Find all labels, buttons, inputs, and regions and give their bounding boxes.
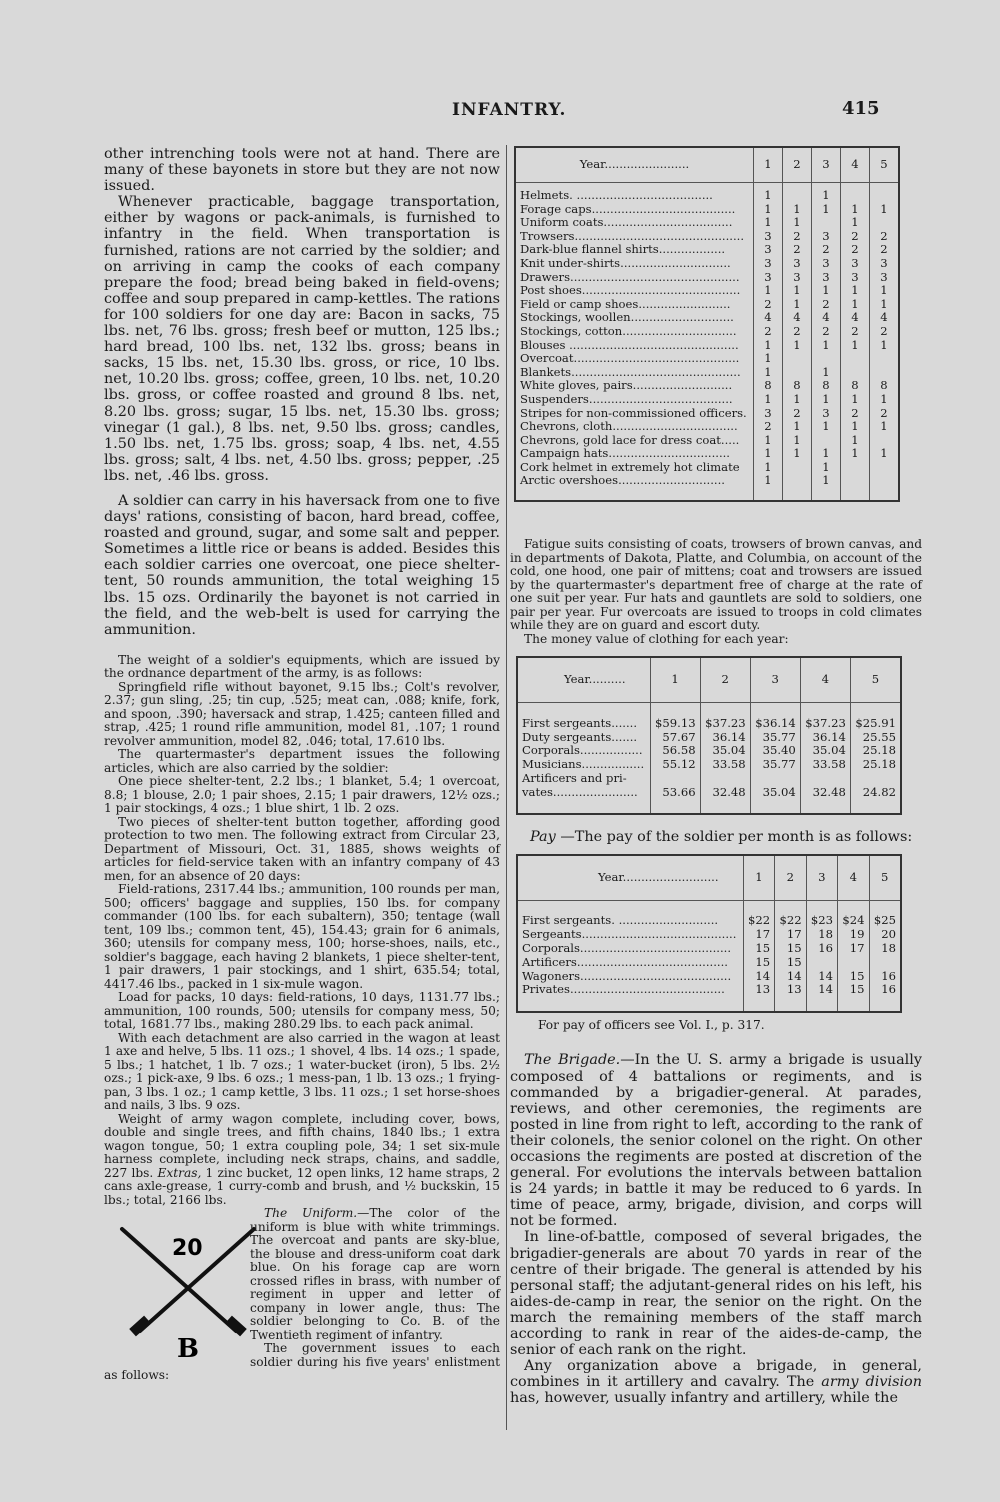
issue-cell: 1 [870,339,900,353]
issue-cell [870,434,900,448]
money-table-header: Year.......... [517,657,650,703]
money-cell: 32.48 [800,786,850,800]
pay-row [517,914,901,928]
issue-row [515,379,899,393]
pay-cell: 17 [838,942,869,956]
paragraph-pay: Pay —The pay of the soldier per month is as follows: [530,829,913,846]
issue-cell: 8 [841,379,870,393]
pay-cell: 18 [806,928,837,942]
pay-cell: 16 [806,942,837,956]
issue-cell: 1 [754,216,783,230]
issue-cell: 1 [754,434,783,448]
pay-cell: 20 [869,928,901,942]
issue-label: White gloves, pairs........................... [515,379,754,393]
issue-cell: 3 [812,257,841,271]
pay-cell: $25 [869,914,901,928]
money-row [517,786,901,800]
issue-cell: 8 [754,379,783,393]
issue-cell: 1 [754,189,783,203]
money-row [517,758,901,772]
pay-cell: 17 [743,928,774,942]
issue-label: Arctic overshoes............................. [515,474,754,488]
issue-label: Post shoes........................................... [515,284,754,298]
pay-cell: 15 [743,956,774,970]
paragraph-shelter-tent: One piece shelter-tent, 2.2 lbs.; 1 blanket, 5.4; 1 overcoat, 8.8; 1 blouse, 2.0; 1 pair shoes, 2.15; 1 pair drawers, 12½ ozs.; 1 pair stockings, 4 ozs.; 1 blue shirt, 1 lb. 2 ozs. [104,774,500,816]
issue-cell: 3 [754,271,783,285]
right-column [510,146,922,1406]
money-cell: $37.23 [700,717,750,731]
issue-row [515,407,899,421]
issue-cell: 2 [783,243,812,257]
issue-label: Forage caps....................................... [515,203,754,217]
issue-cell: 1 [841,393,870,407]
issue-row [515,393,899,407]
issue-row [515,216,899,230]
issue-label: Campaign hats................................. [515,447,754,461]
issue-cell [812,352,841,366]
issue-label: Chevrons, gold lace for dress coat..... [515,434,754,448]
issue-cell: 3 [783,257,812,271]
issue-row [515,284,899,298]
paragraph-money-intro: The money value of clothing for each year: [524,631,789,646]
issue-cell: 8 [812,379,841,393]
issue-cell: 2 [783,407,812,421]
money-row [517,731,901,745]
issue-cell: 3 [754,243,783,257]
pay-cell: 19 [838,928,869,942]
paragraph-rifle: Springfield rifle without bayonet, 9.15 lbs.; Colt's revolver, 2.37; gun sling, .25; tin cup, .525; meat can, .088; knife, fork, and spoon, .390; haversack and strap, 1.425; canteen filled and strap, .425; 1 round rifle ammunition, model 81, .107; 1 round revolver ammunition, model 82, .046; total, 17.610 lbs. [104,679,500,748]
issue-label: Knit under-shirts.............................. [515,257,754,271]
money-label: Musicians................. [517,758,650,772]
issue-cell: 2 [841,230,870,244]
issue-cell: 4 [870,311,900,325]
issue-cell: 1 [812,366,841,380]
issue-cell: 3 [754,407,783,421]
issue-label: Stockings, cotton............................... [515,325,754,339]
money-cell: 32.48 [700,786,750,800]
issue-label: Drawers.............................................. [515,271,754,285]
issue-cell: 1 [841,339,870,353]
issue-cell: 2 [841,243,870,257]
issue-cell: 1 [812,284,841,298]
issue-cell: 2 [870,325,900,339]
issue-cell [841,366,870,380]
issue-cell: 1 [812,339,841,353]
money-cell: $25.91 [850,717,901,731]
issue-row [515,271,899,285]
money-cell [650,772,700,786]
issue-row [515,366,899,380]
issue-cell: 1 [870,284,900,298]
issue-cell: 1 [812,474,841,488]
issue-label: Cork helmet in extremely hot climate [515,461,754,475]
issue-label: Uniform coats................................... [515,216,754,230]
pay-label: First sergeants. ........................... [517,914,743,928]
issue-row [515,474,899,488]
money-cell: 35.04 [750,786,800,800]
issue-cell: 1 [841,434,870,448]
issue-cell: 8 [870,379,900,393]
paragraph-brigade: The Brigade.—In the U. S. army a brigade is usually composed of 4 battalions or regiments, and is commanded by a brigadier-general. At parades, reviews, and other ceremonies, the regiments are posted in line from right to left, according to the rank of their colonels, the senior colonel on the right. On other occasions the regiments are posted at discretion of the general. For evolutions the intervals between battalion is 24 yards; in battle it may be reduced to 6 yards. In time of peace, army, brigade, division, and corps will not be formed. [510,1052,922,1230]
pay-cell: 14 [743,970,774,984]
issue-cell: 1 [841,420,870,434]
issue-cell: 1 [783,203,812,217]
issue-cell: 3 [812,407,841,421]
running-head: INFANTRY. [452,100,567,120]
issue-row [515,325,899,339]
money-label: Corporals................. [517,744,650,758]
money-cell: 56.58 [650,744,700,758]
issue-cell: 1 [812,203,841,217]
issue-cell: 3 [841,257,870,271]
money-cell: 35.77 [750,758,800,772]
money-cell: 57.67 [650,731,700,745]
paragraph-circular: Two pieces of shelter-tent button together, affording good protection to two men. The following extract from Circular 23, Department of Missouri, Oct. 31, 1885, shows weights of articles for field-service taken with an infantry company of 43 men, for an absence of 20 days: [104,814,500,883]
pay-cell: 13 [775,983,806,997]
pay-cell [869,956,901,970]
issue-cell [783,461,812,475]
issue-label: Dark-blue flannel shirts.................. [515,243,754,257]
issue-cell [870,366,900,380]
issue-row [515,298,899,312]
issue-row [515,311,899,325]
issue-cell: 3 [754,230,783,244]
issue-cell: 1 [754,447,783,461]
issue-cell: 2 [841,407,870,421]
pay-label: Corporals......................................... [517,942,743,956]
issue-cell: 1 [870,393,900,407]
issue-cell: 2 [870,407,900,421]
money-cell: 25.18 [850,744,901,758]
pay-cell: 16 [869,970,901,984]
money-label: Duty sergeants....... [517,731,650,745]
money-cell: 33.58 [800,758,850,772]
issue-cell: 1 [754,393,783,407]
issue-cell: 2 [812,325,841,339]
issue-cell: 3 [812,230,841,244]
issue-cell [870,461,900,475]
issue-cell: 1 [754,461,783,475]
money-cell: 35.40 [750,744,800,758]
issue-cell [870,474,900,488]
issue-row [515,339,899,353]
pay-cell: 17 [775,928,806,942]
paragraph-uniform: 20 B The Uniform.—The color of the uniform is blue with white trimmings. The overcoat and pants are sky-blue, the blouse and dress-uniform coat dark blue. On his forage cap are worn crossed rifles in brass, with number of regiment in upper and letter of company in lower angle, thus: The soldier belonging to Co. B. of the Twentieth regiment of infantry. [104,1207,500,1342]
issue-cell: 1 [754,352,783,366]
issue-cell: 2 [783,230,812,244]
column-divider [506,145,507,1430]
issue-cell: 1 [783,298,812,312]
issue-cell: 1 [870,447,900,461]
issue-cell: 4 [812,311,841,325]
issue-label: Helmets. ..................................... [515,189,754,203]
paragraph-wagon: Weight of army wagon complete, including cover, bows, double and single trees, and fifth chains, 1840 lbs.; 1 extra wagon tongue, 50; 1 extra coupling pole, 34; 1 set six-mule harness complete, including neck straps, chains, and saddle, 227 lbs. Extras, 1 zinc bucket, 12 open links, 12 hame straps, 2 cans axle-grease, 1 curry-comb and brush, and ½ buckskin, 15 lbs.; total, 2166 lbs. [104,1111,500,1207]
money-row [517,717,901,731]
issue-cell: 1 [783,393,812,407]
pay-cell: 18 [869,942,901,956]
pay-label: Sergeants.......................................... [517,928,743,942]
issue-cell: 1 [783,216,812,230]
page-number: 415 [842,98,880,119]
pay-row [517,928,901,942]
emblem-company-letter: B [177,1334,199,1362]
pay-label: Privates.......................................... [517,983,743,997]
money-label: vates....................... [517,786,650,800]
pay-cell [838,956,869,970]
issue-cell: 3 [812,271,841,285]
issue-cell: 1 [812,461,841,475]
issue-cell: 1 [812,420,841,434]
issue-cell [841,189,870,203]
issue-row [515,230,899,244]
issue-cell: 3 [754,257,783,271]
issue-cell [783,474,812,488]
pay-cell: 15 [838,970,869,984]
issue-cell: 1 [754,203,783,217]
issue-row [515,420,899,434]
issue-cell: 1 [870,420,900,434]
pay-cell: 14 [806,983,837,997]
paragraph-field-rations: Field-rations, 2317.44 lbs.; ammunition, 100 rounds per man, 500; officers' baggage and supplies, 150 lbs. for company commander (100 lbs. for each subaltern), 350; tentage (wall tent, 109 lbs.; common tent, 45), 154.43; grain for 6 animals, 360; utensils for company mess, 100; horse-shoes, nails, etc., soldier's baggage, each having 2 blankets, 1 piece shelter-tent, 1 pair drawers, 1 pair stockings, and 1 shirt, 635.54; total, 4417.46 lbs., packed in 1 six-mule wagon. [104,882,500,991]
issue-cell: 1 [783,420,812,434]
money-cell: $37.23 [800,717,850,731]
issue-cell: 1 [870,203,900,217]
money-label: First sergeants....... [517,717,650,731]
pay-label: Wagoners......................................... [517,970,743,984]
crossed-rifles-emblem [104,1211,244,1361]
money-cell: 36.14 [800,731,850,745]
issue-row [515,203,899,217]
pay-cell: 13 [743,983,774,997]
left-column [104,146,500,1383]
issue-row [515,447,899,461]
money-cell: 25.55 [850,731,901,745]
paragraph-intrenching: other intrenching tools were not at hand. There are many of these bayonets in store but they are not now issued. [104,146,500,195]
issue-row [515,189,899,203]
issue-cell: 1 [783,447,812,461]
issue-cell: 1 [841,203,870,217]
issue-cell [812,434,841,448]
pay-label: Artificers......................................... [517,956,743,970]
pay-row [517,942,901,956]
paragraph-baggage: Whenever practicable, baggage transportation, either by wagons or pack-animals, is furnished to infantry in the field. When transportation is furnished, rations are not carried by the soldier; and on arriving in camp the cooks of each company prepare the food; bread being baked in field-ovens; coffee and soup prepared in camp-kettles. The rations for 100 soldiers for one day are: Bacon in sacks, 75 lbs. net, 76 lbs. gross; fresh beef or mutton, 125 lbs.; hard bread, 100 lbs. net, 132 lbs. gross; beans in sacks, 15 lbs. net, 15.30 lbs. gross, or rice, 10 lbs. net, 10.20 lbs. gross; coffee, green, 10 lbs. net, 10.20 lbs. gross, or coffee roasted and ground 8 lbs. net, 8.20 lbs. gross; sugar, 15 lbs. net, 15.30 lbs. gross; vinegar (1 gal.), 8 lbs. net, 9.50 lbs. gross; candles, 1.50 lbs. net, 1.75 lbs. gross; soap, 4 lbs. net, 4.55 lbs. gross; salt, 4 lbs. net, 4.50 lbs. gross; pepper, .25 lbs. net, .46 lbs. gross. [104,194,500,484]
money-cell: 33.58 [700,758,750,772]
paragraph-detachment: With each detachment are also carried in the wagon at least 1 axe and helve, 5 lbs. 11 ozs.; 1 shovel, 4 lbs. 14 ozs.; 1 spade, 5 lbs.; 1 hatchet, 1 lb. 7 ozs.; 1 water-bucket (iron), 5 lbs. 2½ ozs.; 1 pick-axe, 9 lbs. 6 ozs.; 1 mess-pan, 1 lb. 13 ozs.; 1 frying-pan, 3 lbs. 1 oz.; 1 camp kettle, 3 lbs. 11 ozs.; 1 set horse-shoes and nails, 3 lbs. 9 ozs. [104,1030,500,1113]
issue-cell [870,352,900,366]
issue-cell: 1 [783,284,812,298]
issue-cell: 8 [783,379,812,393]
pay-table-header: Year.......................... [517,855,743,901]
pay-cell: $22 [775,914,806,928]
paragraph-line-of-battle: In line-of-battle, composed of several brigades, the brigadier-generals are about 70 yards in rear of the centre of their brigade. The general is attended by his personal staff; the adjutant-general rides on his left, his aides-de-camp in rear, the senior on the right. On the march the remaining members of the staff march according to rank in rear of the aides-de-camp, the senior of each rank on the right. [510,1229,922,1359]
issue-row [515,352,899,366]
issue-cell: 2 [870,230,900,244]
issue-label: Stripes for non-commissioned officers. [515,407,754,421]
money-cell: $36.14 [750,717,800,731]
issue-label: Chevrons, cloth.................................. [515,420,754,434]
issue-label: Blankets.............................................. [515,366,754,380]
paragraph-organization: Any organization above a brigade, in general, combines in it artillery and cavalry. The army division has, however, usually infantry and artillery, while the [510,1358,922,1407]
issue-cell: 3 [783,271,812,285]
issue-cell: 1 [870,298,900,312]
issue-label: Stockings, woollen............................ [515,311,754,325]
pay-cell: 15 [775,942,806,956]
issue-cell: 2 [812,298,841,312]
clothing-issue-table: Year....................... 1 2 3 4 5 Helmets. ..................................... 1 1 Forage caps....................................... 1 1 1 1 1 Uniform coats................................... 1 1 1 Trowsers.............................................. 3 2 3 2 2 Dark-blue flannel shirts.................. 3 2 2 2 2 Knit under-shirts.............................. 3 3 3 3 3 Drawers.............................................. 3 3 3 3 3 Post shoes........................................... 1 1 1 1 1 Field or camp shoes......................... 2 1 2 1 1 Stockings, woollen............................ 4 4 4 4 4 Stockings, cotton............................... 2 2 2 2 2 Blouses .............................................. 1 1 1 1 1 Overcoat............................................. 1 Blankets.............................................. 1 1 White gloves, pairs........................... 8 8 8 8 8 Suspenders....................................... 1 1 1 1 1 Stripes for non-commissioned officers. 3 2 3 2 2 Chevrons, cloth.................................. 2 1 1 1 1 Chevrons, gold lace for dress coat..... 1 1 1 Campaign hats................................. 1 1 1 1 1 Cork helmet in extremely hot climate 1 1 Arctic overshoes............................. 1 1 [514,146,900,502]
issue-cell: 1 [783,434,812,448]
money-row [517,744,901,758]
issue-cell: 1 [841,216,870,230]
issue-cell: 2 [754,298,783,312]
money-cell: 25.18 [850,758,901,772]
paragraph-equipment-weight: The weight of a soldier's equipments, which are issued by the ordnance department of the army, is as follows: [104,652,500,681]
pay-cell: 15 [775,956,806,970]
issue-cell [783,366,812,380]
issue-cell: 1 [754,366,783,380]
issue-cell: 1 [783,339,812,353]
issue-cell [841,461,870,475]
issue-label: Overcoat............................................. [515,352,754,366]
money-cell: 35.04 [800,744,850,758]
issue-cell: 1 [841,447,870,461]
issue-cell: 1 [812,189,841,203]
money-row [517,772,901,786]
pay-row [517,983,901,997]
issue-cell: 3 [870,257,900,271]
issue-cell: 2 [841,325,870,339]
pay-cell: $23 [806,914,837,928]
money-cell [800,772,850,786]
issue-row [515,434,899,448]
issue-cell: 4 [841,311,870,325]
pay-row [517,970,901,984]
issue-table-header: Year....................... [515,147,754,183]
paragraph-haversack: A soldier can carry in his haversack from one to five days' rations, consisting of bacon, hard bread, coffee, roasted and ground, sugar, and some salt and pepper. Sometimes a little rice or beans is added. Besides this each soldier carries one overcoat, one piece shelter-tent, 50 rounds ammunition, the total weighing 15 lbs. 15 ozs. Ordinarily the bayonet is not carried in the field, and the web-belt is used for carrying the ammunition. [104,492,500,638]
issue-cell [783,189,812,203]
issue-cell: 4 [783,311,812,325]
pay-cell: $22 [743,914,774,928]
pay-row [517,956,901,970]
money-cell: 24.82 [850,786,901,800]
money-cell: $59.13 [650,717,700,731]
issue-cell: 3 [870,271,900,285]
pay-cell: 16 [869,983,901,997]
issue-cell: 4 [754,311,783,325]
issue-cell: 2 [812,243,841,257]
issue-cell: 1 [754,284,783,298]
issue-label: Blouses .............................................. [515,339,754,353]
paragraph-quartermaster: The quartermaster's department issues the following articles, which are also carried by the soldier: [104,747,500,775]
money-value-table: Year.......... 1 2 3 4 5 First sergeants....... $59.13 $37.23 $36.14 $37.23 $25.91 Duty sergeants....... 57.67 36.14 35.77 36.14 25.55 Corporals................. 56.58 35.04 35.40 35.04 25.18 Musicians................. 55.12 33.58 35.77 33.58 25.18 Artificers and pri- vates....................... 53.66 32.48 35.04 32.48 24.82 [516,656,902,815]
paragraph-officers-pay: For pay of officers see Vol. I., p. 317. [538,1017,765,1032]
issue-cell [812,216,841,230]
issue-cell [870,216,900,230]
paragraph-packs: Load for packs, 10 days: field-rations, 10 days, 1131.77 lbs.; ammunition, 100 rounds, 500; utensils for company mess, 50; total, 1681.77 lbs., making 280.29 lbs. to each pack animal. [104,990,500,1032]
money-cell [750,772,800,786]
issue-label: Field or camp shoes......................... [515,298,754,312]
paragraph-government-issue: The government issues to each soldier during his five years' enlistment as follows: [104,1341,500,1383]
pay-cell: 15 [743,942,774,956]
issue-cell [783,352,812,366]
issue-cell: 1 [812,393,841,407]
issue-cell: 1 [841,298,870,312]
issue-cell: 1 [754,339,783,353]
pay-cell: 14 [806,970,837,984]
issue-cell: 1 [841,284,870,298]
pay-cell: 14 [775,970,806,984]
money-cell: 55.12 [650,758,700,772]
issue-cell: 2 [783,325,812,339]
issue-row [515,243,899,257]
issue-cell: 2 [754,325,783,339]
issue-cell [870,189,900,203]
issue-cell: 3 [841,271,870,285]
pay-cell [806,956,837,970]
issue-cell: 1 [812,447,841,461]
issue-cell: 2 [754,420,783,434]
issue-label: Suspenders....................................... [515,393,754,407]
pay-cell: $24 [838,914,869,928]
money-cell: 35.77 [750,731,800,745]
pay-table: Year.......................... 1 2 3 4 5 First sergeants. ........................... $22 $22 $23 $24 $25 Sergeants.......................................... 17 17 18 19 20 Corporals......................................... 15 15 16 17 18 Artificers......................................... 15 15 Wagoners......................................... 14 14 14 15 16 Privates.......................................... 13 13 14 15 16 [516,854,902,1013]
money-cell [700,772,750,786]
pay-cell: 15 [838,983,869,997]
money-cell: 36.14 [700,731,750,745]
issue-label: Trowsers.............................................. [515,230,754,244]
emblem-regiment-number: 20 [172,1236,203,1262]
issue-cell [841,474,870,488]
issue-cell [841,352,870,366]
issue-row [515,257,899,271]
issue-row [515,461,899,475]
issue-cell: 2 [870,243,900,257]
issue-cell: 1 [754,474,783,488]
money-cell: 53.66 [650,786,700,800]
paragraph-fatigue: Fatigue suits consisting of coats, trowsers of brown canvas, and in departments of Dakota, Platte, and Columbia, on account of the cold, one hood, one pair of mittens; coat and trowsers are issued by the quartermaster's department free of charge at the rate of one suit per year. Fur hats and gauntlets are sold to soldiers, one pair per year. Fur overcoats are issued to troops in cold climates while they are on guard and escort duty. [510,537,922,633]
money-cell: 35.04 [700,744,750,758]
money-label: Artificers and pri- [517,772,650,786]
money-cell [850,772,901,786]
